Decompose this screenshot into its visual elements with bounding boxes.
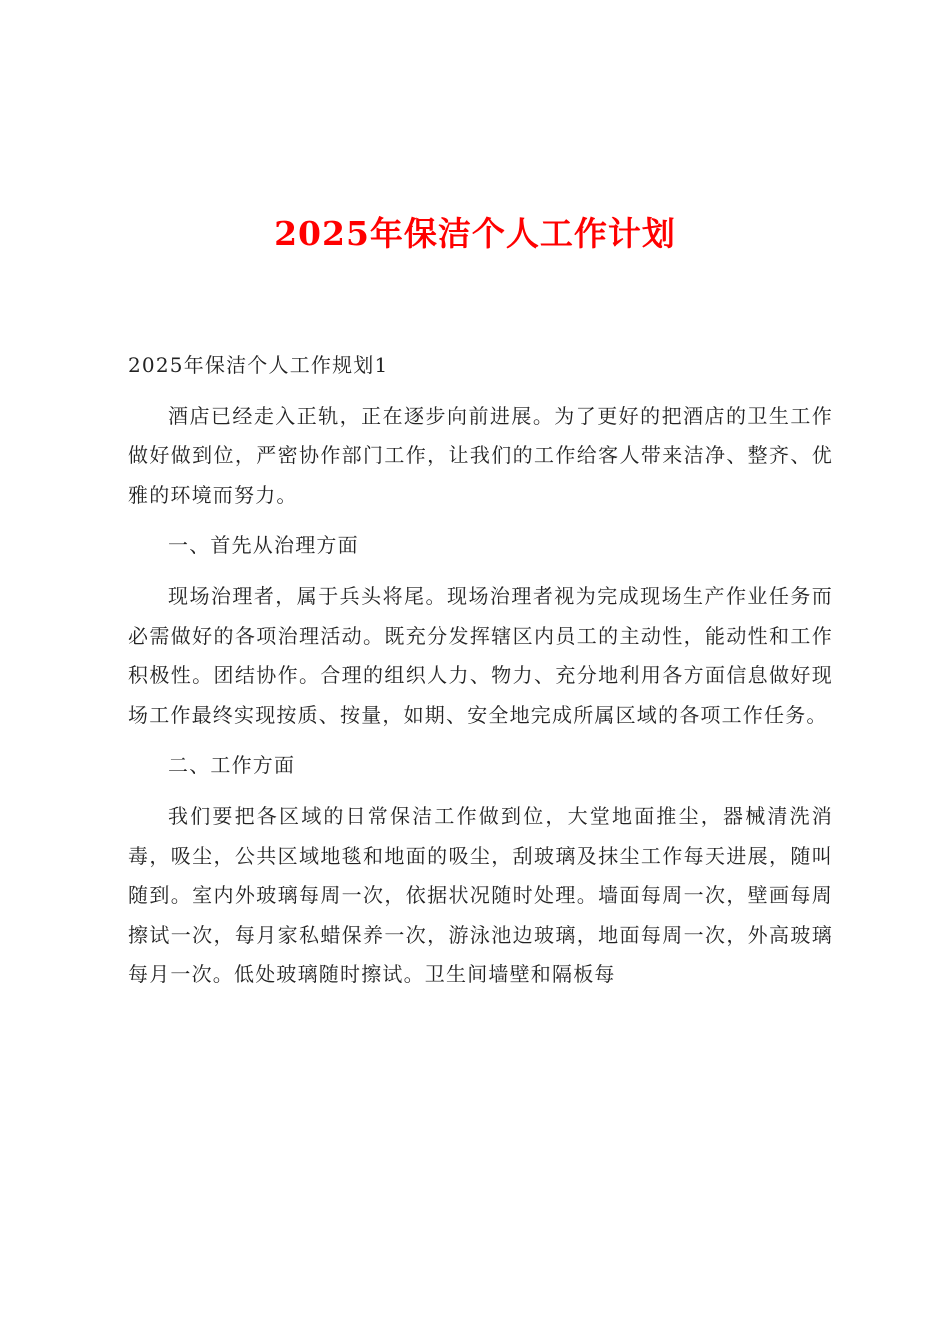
paragraph-management: 现场治理者，属于兵头将尾。现场治理者视为完成现场生产作业任务而必需做好的各项治理活动。既充分发挥辖区内员工的主动性，能动性和工作积极性。团结协作。合理的组织人力、物力、充分地利用各方面信息做好现场工作最终实现按质、按量，如期、安全地完成所属区域的各项工作任务。 <box>128 583 833 727</box>
heading-management: 一、首先从治理方面 <box>168 533 359 558</box>
document-title: 2025年保洁个人工作计划 <box>274 214 676 253</box>
section-heading: 2025年保洁个人工作规划1 <box>128 353 389 377</box>
paragraph-intro: 酒店已经走入正轨，正在逐步向前进展。为了更好的把酒店的卫生工作做好做到位，严密协作部门工作，让我们的工作给客人带来洁净、整齐、优雅的环境而努力。 <box>128 403 833 507</box>
paragraph-work: 我们要把各区域的日常保洁工作做到位，大堂地面推尘，器械清洗消毒，吸尘，公共区域地毯和地面的吸尘，刮玻璃及抹尘工作每天进展，随叫随到。室内外玻璃每周一次，依据状况随时处理。墙面每周一次，壁画每周擦试一次，每月家私蜡保养一次，游泳池边玻璃，地面每周一次，外高玻璃每月一次。低处玻璃随时擦试。卫生间墙壁和隔板每 <box>128 803 833 987</box>
document-body <box>128 346 833 1006</box>
heading-work: 二、工作方面 <box>168 753 296 778</box>
